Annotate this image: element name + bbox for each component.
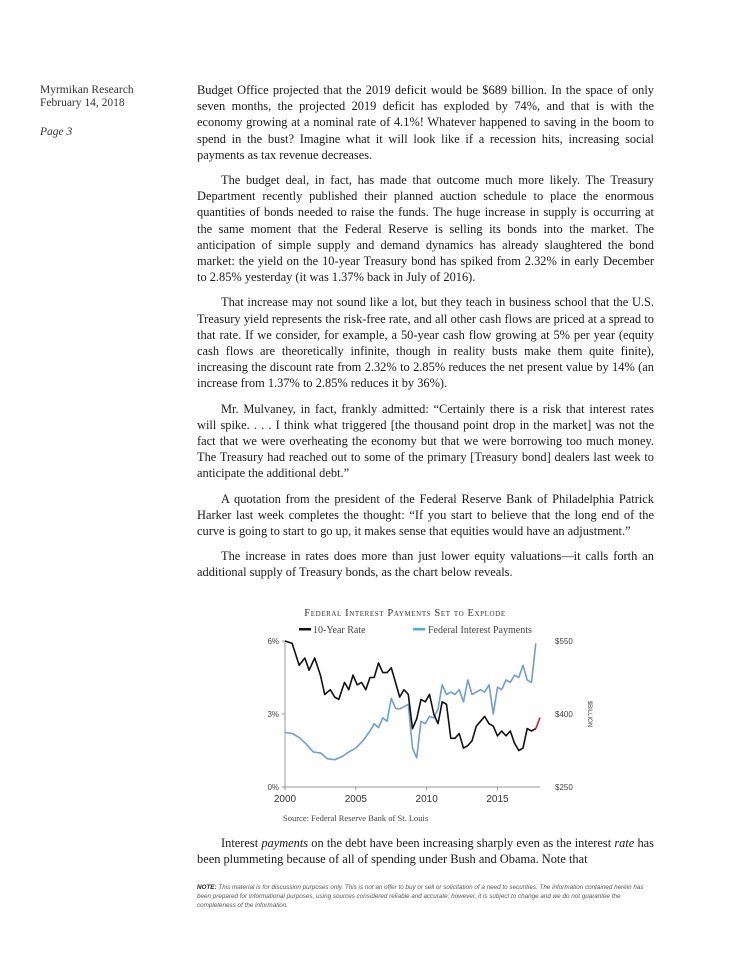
emphasis-rate: rate: [614, 836, 635, 850]
text-span: Interest: [221, 836, 262, 850]
paragraph: That increase may not sound like a lot, but they teach in business school that the U.S. Treasury yield represents the risk-free rate, and all other cash flows are priced at a spread to that rate. If we consider, for example, a 50-year cash flow growing at 5% per year (equity cash flows are theoretically infinite, though in reality busts make them quite finite), increasing the discount rate from 2.32% to 2.85% reduces the net present value by 14% (an increase from 1.37% to 2.85% reduces it by 36%).: [197, 295, 654, 391]
paragraph: The increase in rates does more than just lower equity valuations—it calls forth an additional supply of Treasury bonds, as the chart below reveals.: [197, 549, 654, 580]
y-left-tick-label: 3%: [267, 710, 279, 719]
y-right-tick-label: $550: [555, 637, 573, 646]
body-text: [197, 82, 654, 590]
org-name: Myrmikan Research: [40, 84, 134, 96]
note-text: This material is for discussion purposes only. This is not an offer to buy or sell or solicitation of a need to securities. The information contained herein has been prepared for informational purposes, using sources considered reliable and accurate; however, it is subject to change and we do not guarantee the completeness of the information.: [197, 884, 644, 909]
x-tick-label: 2000: [273, 794, 297, 805]
legend-label-rate: 10-Year Rate: [313, 625, 366, 636]
post-chart-text: [197, 835, 654, 867]
interest-payments-chart: [255, 600, 595, 825]
legend-swatch-rate: [299, 628, 311, 631]
y-right-tick-label: $400: [555, 710, 573, 719]
page-header: [40, 84, 180, 139]
chart-canvas: [255, 600, 595, 825]
chart-title: Federal Interest Payments Set to Explode: [304, 608, 506, 619]
y-left-tick-label: 0%: [267, 783, 279, 792]
emphasis-payments: payments: [261, 836, 309, 850]
disclaimer-note: [197, 883, 654, 910]
page-number: Page 3: [40, 126, 73, 138]
y-right-tick-label: $250: [555, 783, 573, 792]
note-label: NOTE:: [197, 884, 217, 891]
paragraph: Budget Office projected that the 2019 deficit would be $689 billion. In the space of only seven months, the projected 2019 deficit has exploded by 74%, and that is with the economy growing at a nominal rate of 4.1%! Whatever happened to saving in the boom to spend in the bust? Imagine what it will look like if a recession hits, increasing social payments as tax revenue decreases.: [197, 83, 654, 162]
x-tick-label: 2005: [344, 794, 367, 805]
chart-legend: [299, 625, 532, 636]
payments-line: [285, 643, 536, 759]
legend-label-payments: Federal Interest Payments: [428, 625, 532, 636]
paragraph: [197, 835, 654, 867]
paragraph: A quotation from the president of the Federal Reserve Bank of Philadelphia Patrick Harker last week completes the thought: “If you start to believe that the long end of the curve is going to start to go up, it makes sense that equities would have an adjustment.”: [197, 491, 654, 539]
paragraph: Mr. Mulvaney, in fact, frankly admitted: “Certainly there is a risk that interest rates will spike. . . . I think what triggered [the thousand point drop in the market] was not the fact that we were overheating the economy but that we were borrowing too much money. The Treasury had reached out to some of the primary [Treasury bond] dealers last week to anticipate the additional debt.”: [197, 401, 654, 481]
text-span: has been plummeting because of all of spending under Bush and Obama. Note that: [197, 836, 654, 867]
chart-lines: [285, 641, 540, 760]
text-span: on the debt have been increasing sharply even as the interest: [308, 836, 615, 850]
paragraph: The budget deal, in fact, has made that outcome much more likely. The Treasury Department recently published their planned auction schedule to place the enormous quantities of bonds needed to raise the funds. The huge increase in supply is occurring at the same moment that the Federal Reserve is selling its bonds into the market. The anticipation of simple supply and demand dynamics has already slaughtered the bond market: the yield on the 10-year Treasury bond has spiked from 2.32% in early December to 2.85% yesterday (it was 1.37% back in July of 2016).: [197, 173, 654, 285]
rate-line-recent: [536, 718, 540, 729]
y-right-axis-label: $BILLION: [586, 700, 592, 728]
legend-swatch-payments: [413, 628, 425, 631]
y-left-tick-label: 6%: [267, 637, 279, 646]
chart-source: Source: Federal Reserve Bank of St. Louis: [283, 813, 429, 823]
x-tick-label: 2015: [486, 794, 509, 805]
x-tick-label: 2010: [415, 794, 438, 805]
report-date: February 14, 2018: [40, 97, 125, 109]
